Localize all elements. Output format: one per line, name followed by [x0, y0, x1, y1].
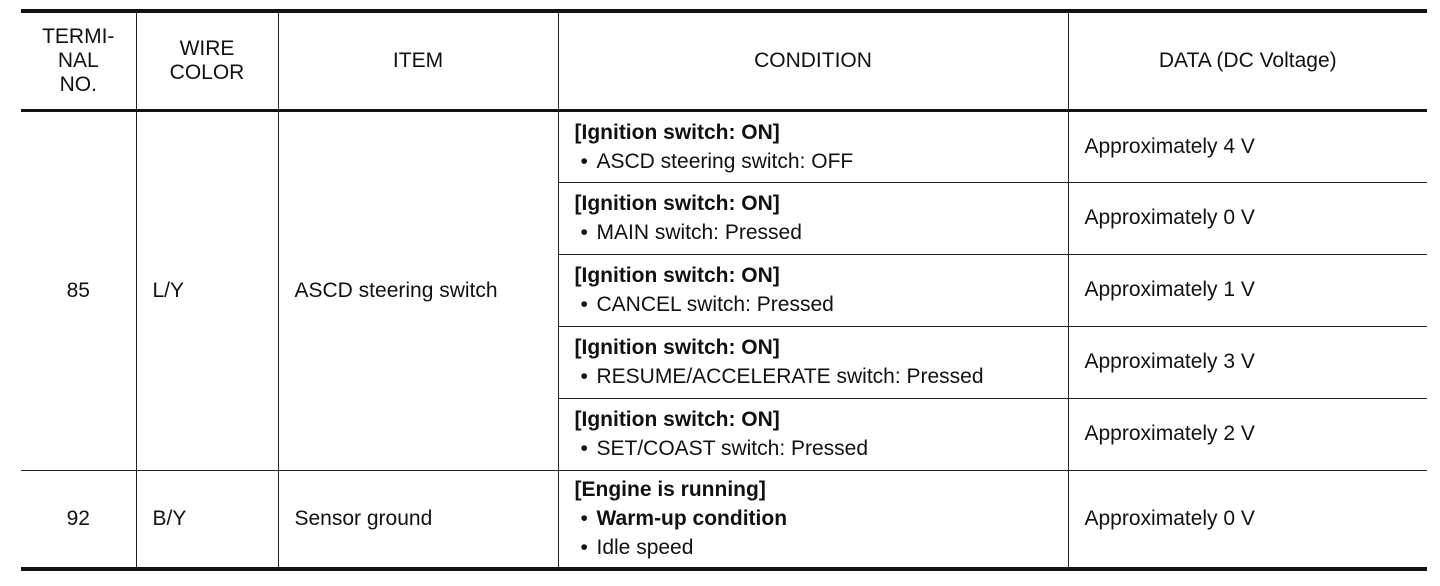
header-wire-color: [136, 11, 278, 110]
condition-item: [575, 362, 1068, 391]
condition-title: [Ignition switch: ON]: [574, 192, 780, 215]
header-row: [21, 11, 1427, 110]
table-row: [21, 110, 1427, 182]
data-cell: Approximately 3 V: [1068, 326, 1427, 398]
bullet-icon: •: [580, 365, 588, 388]
terminal-cell: 85: [21, 110, 136, 470]
condition-item-text: MAIN switch: Pressed: [596, 221, 802, 244]
condition-item: [575, 218, 1068, 247]
wire-color-cell: L/Y: [136, 110, 278, 470]
data-cell: Approximately 2 V: [1068, 398, 1427, 470]
header-wire-line2: COLOR: [169, 60, 245, 84]
data-cell: Approximately 0 V: [1068, 470, 1427, 569]
condition-title: [Engine is running]: [574, 478, 766, 502]
data-cell: Approximately 4 V: [1068, 110, 1427, 182]
table-row: [21, 470, 1427, 569]
condition-item-text: RESUME/ACCELERATE switch: Pressed: [596, 365, 984, 388]
condition-item-text: ASCD steering switch: OFF: [596, 149, 854, 173]
condition-item: [575, 290, 1068, 319]
bullet-icon: •: [580, 221, 588, 244]
condition-cell: [558, 326, 1068, 398]
condition-item-text: CANCEL switch: Pressed: [596, 293, 834, 316]
header-terminal-line3: NO.: [59, 72, 97, 96]
condition-cell: [558, 182, 1068, 254]
terminal-data-table: [21, 9, 1427, 571]
condition-title: [Ignition switch: ON]: [574, 336, 780, 359]
bullet-icon: •: [580, 507, 588, 531]
condition-item: [575, 434, 1068, 463]
condition-title: [Ignition switch: ON]: [574, 120, 780, 144]
bullet-icon: •: [580, 149, 588, 173]
condition-item-text: Idle speed: [596, 536, 694, 560]
condition-title: [Ignition switch: ON]: [574, 408, 780, 431]
condition-item: [575, 147, 1068, 176]
item-cell: ASCD steering switch: [278, 110, 558, 470]
data-cell: Approximately 1 V: [1068, 254, 1427, 326]
condition-item: [575, 533, 1068, 562]
header-condition: CONDITION: [558, 11, 1068, 110]
header-terminal-line1: TERMI-: [42, 24, 115, 48]
condition-item-text: SET/COAST switch: Pressed: [596, 437, 869, 460]
condition-cell: [558, 398, 1068, 470]
condition-item-text: Warm-up condition: [596, 507, 788, 531]
condition-item: [575, 504, 1068, 533]
header-item: ITEM: [278, 11, 558, 110]
header-terminal-line2: NAL: [57, 48, 99, 72]
wire-color-cell: B/Y: [136, 470, 278, 569]
condition-title: [Ignition switch: ON]: [574, 264, 780, 287]
data-cell: Approximately 0 V: [1068, 182, 1427, 254]
item-cell: Sensor ground: [278, 470, 558, 569]
condition-cell: [558, 470, 1068, 569]
bullet-icon: •: [580, 536, 588, 560]
header-terminal-no: [21, 11, 136, 110]
bullet-icon: •: [580, 293, 588, 316]
header-wire-line1: WIRE: [179, 36, 235, 60]
terminal-cell: 92: [21, 470, 136, 569]
header-data: DATA (DC Voltage): [1068, 11, 1427, 110]
condition-cell: [558, 110, 1068, 182]
bullet-icon: •: [580, 437, 588, 460]
condition-cell: [558, 254, 1068, 326]
